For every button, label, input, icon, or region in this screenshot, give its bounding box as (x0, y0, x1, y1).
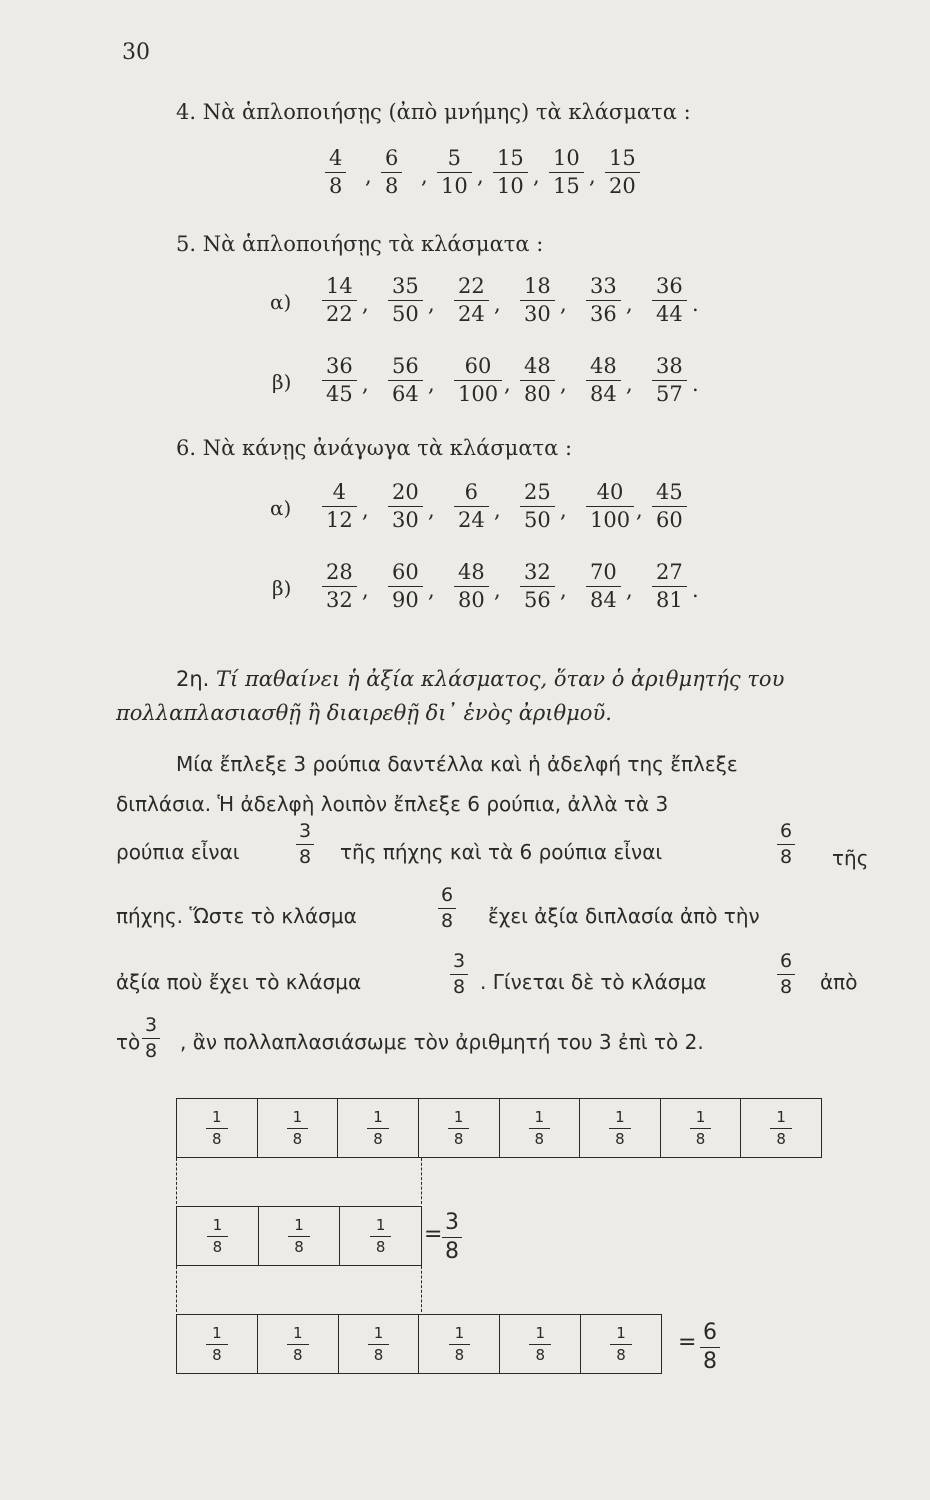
denominator: 8 (770, 1128, 792, 1147)
fraction (454, 482, 489, 531)
numerator: 32 (524, 560, 551, 584)
denominator: 8 (288, 1236, 310, 1255)
fraction (652, 562, 687, 611)
exercise-6-b-label: β) (272, 576, 292, 600)
exercise-5-b-label: β) (272, 370, 292, 394)
denominator: 50 (520, 506, 555, 531)
numerator: 60 (392, 560, 419, 584)
denominator: 100 (454, 380, 502, 405)
eighth-cell (419, 1099, 500, 1157)
numerator: 1 (212, 1107, 222, 1126)
paragraph-line-3b: τῆς πήχης καὶ τὰ 6 ρούπια εἶναι (340, 840, 663, 864)
eighth-cell (661, 1099, 742, 1157)
fraction (586, 562, 621, 611)
denominator: 12 (322, 506, 357, 531)
cell-fraction (206, 1323, 228, 1364)
paragraph-line-3c: τῆς (832, 846, 869, 870)
denominator: 8 (610, 1344, 632, 1363)
denominator: 8 (325, 172, 346, 197)
separator: , (477, 164, 484, 188)
cell-fraction (287, 1323, 309, 1364)
denominator: 8 (370, 1236, 392, 1255)
numerator: 27 (656, 560, 683, 584)
denominator: 45 (322, 380, 357, 405)
cell-fraction (287, 1107, 309, 1148)
result-fraction-6-8: 6 8 (700, 1322, 720, 1373)
paragraph-line-3a: ρούπια εἶναι (116, 840, 240, 864)
fraction (388, 356, 423, 405)
section-number: 2η. (176, 667, 210, 691)
denominator: 30 (520, 300, 555, 325)
numerator: 18 (524, 274, 551, 298)
eighth-cell (580, 1099, 661, 1157)
exercise-5-title: 5. Νὰ ἁπλοποιήσῃς τὰ κλάσματα : (176, 232, 544, 256)
denominator: 20 (605, 172, 640, 197)
numerator: 38 (656, 354, 683, 378)
separator: , (365, 164, 372, 188)
denominator: 8 (448, 1128, 470, 1147)
separator: . (692, 372, 699, 396)
numerator: 1 (212, 1323, 222, 1342)
separator: , (494, 498, 501, 522)
separator: , (560, 578, 567, 602)
denominator: 80 (520, 380, 555, 405)
diagram-row-six-eighths (176, 1314, 662, 1374)
separator: , (428, 498, 435, 522)
cell-fraction (207, 1215, 229, 1256)
fraction (454, 562, 489, 611)
denominator: 64 (388, 380, 423, 405)
numerator: 1 (453, 1107, 464, 1126)
separator: , (421, 164, 428, 188)
denominator: 44 (652, 300, 687, 325)
cell-fraction (609, 1107, 631, 1148)
cell-fraction (367, 1107, 389, 1148)
fraction (586, 482, 634, 531)
numerator: 56 (392, 354, 419, 378)
separator: , (560, 498, 567, 522)
numerator: 6 (464, 480, 479, 504)
equals-sign: = (424, 1222, 443, 1247)
numerator: 48 (590, 354, 617, 378)
fraction (322, 356, 357, 405)
denominator: 56 (520, 586, 555, 611)
exercise-6-title: 6. Νὰ κάνῃς ἀνάγωγα τὰ κλάσματα : (176, 436, 573, 460)
numerator: 1 (373, 1107, 383, 1126)
separator: , (362, 578, 369, 602)
eighth-cell (419, 1315, 500, 1373)
numerator: 25 (524, 480, 551, 504)
numerator: 70 (590, 560, 617, 584)
fraction (586, 276, 621, 325)
numerator: 1 (292, 1323, 303, 1342)
denominator: 8 (206, 1344, 228, 1363)
numerator: 1 (294, 1215, 304, 1234)
denominator: 32 (322, 586, 357, 611)
numerator: 60 (464, 354, 492, 378)
eighth-cell (741, 1099, 821, 1157)
numerator: 6 (385, 146, 399, 170)
eighth-cell (177, 1099, 258, 1157)
numerator: 1 (616, 1323, 626, 1342)
fraction (493, 148, 528, 197)
denominator: 8 (207, 1236, 229, 1255)
paragraph-line-6b: , ἂν πολλαπλασιάσωμε τὸν ἀριθμητή του 3 ἐπὶ τὸ 2. (180, 1030, 704, 1054)
fraction (388, 562, 423, 611)
fraction (325, 148, 346, 197)
fraction (322, 276, 357, 325)
separator: , (494, 292, 501, 316)
numerator: 1 (373, 1323, 384, 1342)
eighth-cell (258, 1315, 339, 1373)
denominator: 8 (449, 1344, 471, 1363)
dashed-guide-right-2 (421, 1266, 422, 1312)
separator: , (428, 292, 435, 316)
fraction (520, 356, 555, 405)
denominator: 8 (381, 172, 402, 197)
cell-fraction (690, 1107, 712, 1148)
denominator: 15 (549, 172, 584, 197)
denominator: 24 (454, 300, 489, 325)
separator: , (626, 372, 633, 396)
fraction (652, 356, 687, 405)
numerator: 1 (695, 1107, 706, 1126)
numerator: 1 (212, 1215, 223, 1234)
separator: , (362, 292, 369, 316)
cell-fraction (529, 1107, 551, 1148)
denominator: 8 (206, 1128, 228, 1147)
denominator: 8 (690, 1128, 712, 1147)
diagram-row-eighths (176, 1098, 822, 1158)
numerator: 45 (656, 480, 683, 504)
numerator: 15 (497, 146, 524, 170)
denominator: 36 (586, 300, 621, 325)
separator: . (692, 292, 699, 316)
fraction (381, 148, 402, 197)
numerator: 4 (332, 480, 347, 504)
eighth-cell (177, 1315, 258, 1373)
denominator: 10 (437, 172, 472, 197)
numerator: 1 (776, 1107, 786, 1126)
denominator: 81 (652, 586, 687, 611)
fraction (520, 562, 555, 611)
numerator: 1 (375, 1215, 386, 1234)
paragraph-line-5a: ἀξία ποὺ ἔχει τὸ κλάσμα (116, 970, 362, 994)
numerator: 22 (458, 274, 485, 298)
separator: , (626, 292, 633, 316)
fraction (652, 482, 687, 531)
dashed-guide-left (176, 1158, 177, 1204)
denominator: 100 (586, 506, 634, 531)
numerator: 28 (326, 560, 353, 584)
eighth-cell (258, 1099, 339, 1157)
separator: , (428, 578, 435, 602)
denominator: 84 (586, 380, 621, 405)
fraction-3-8: 3 8 (142, 1016, 160, 1061)
fraction (437, 148, 472, 197)
numerator: 1 (615, 1107, 625, 1126)
denominator: 24 (454, 506, 489, 531)
denominator: 30 (388, 506, 423, 531)
denominator: 8 (367, 1128, 389, 1147)
exercise-6-a-label: α) (270, 496, 292, 520)
eighth-cell (500, 1315, 581, 1373)
paragraph-line-4b: ἔχει ἀξία διπλασία ἀπὸ τὴν (488, 904, 760, 928)
paragraph-line-1: Μία ἔπλεξε 3 ρούπια δαντέλλα καὶ ἡ ἀδελφή της ἔπλεξε (176, 752, 738, 776)
fraction (652, 276, 687, 325)
denominator: 8 (529, 1128, 551, 1147)
fraction (322, 562, 357, 611)
fraction (549, 148, 584, 197)
eighth-cell (259, 1207, 341, 1265)
separator: , (362, 498, 369, 522)
fraction (322, 482, 357, 531)
denominator: 22 (322, 300, 357, 325)
cell-fraction (206, 1107, 228, 1148)
denominator: 8 (529, 1344, 551, 1363)
denominator: 8 (368, 1344, 390, 1363)
section-title-line2: πολλαπλασιασθῇ ἢ διαιρεθῇ δι᾽ ἑνὸς ἀριθμοῦ. (116, 701, 612, 725)
numerator: 48 (524, 354, 551, 378)
numerator: 1 (535, 1323, 545, 1342)
fraction (388, 482, 423, 531)
paragraph-line-6a: τὸ (116, 1030, 141, 1054)
fraction (520, 276, 555, 325)
paragraph-line-2: διπλάσια. Ἡ ἀδελφὴ λοιπὸν ἔπλεξε 6 ρούπια, ἀλλὰ τὰ 3 (116, 792, 669, 816)
cell-fraction (770, 1107, 792, 1148)
eighth-cell (581, 1315, 661, 1373)
paragraph-line-4a: πήχης. Ὥστε τὸ κλάσμα (116, 904, 357, 928)
cell-fraction (370, 1215, 392, 1256)
result-fraction-3-8: 3 8 (442, 1212, 462, 1263)
exercise-5-a-label: α) (270, 290, 292, 314)
numerator: 33 (590, 274, 617, 298)
denominator: 84 (586, 586, 621, 611)
denominator: 8 (287, 1344, 309, 1363)
dashed-guide-left-2 (176, 1266, 177, 1312)
numerator: 48 (458, 560, 485, 584)
eighth-cell (177, 1207, 259, 1265)
fraction-6-8: 6 8 (438, 886, 456, 931)
separator: . (692, 578, 699, 602)
separator: , (636, 498, 643, 522)
numerator: 5 (447, 146, 462, 170)
eighth-cell (340, 1207, 421, 1265)
denominator: 50 (388, 300, 423, 325)
eighth-cell (338, 1099, 419, 1157)
separator: , (560, 372, 567, 396)
cell-fraction (448, 1107, 470, 1148)
separator: , (626, 578, 633, 602)
denominator: 57 (652, 380, 687, 405)
cell-fraction (288, 1215, 310, 1256)
separator: , (560, 292, 567, 316)
denominator: 8 (609, 1128, 631, 1147)
denominator: 90 (388, 586, 423, 611)
numerator: 36 (326, 354, 353, 378)
separator: , (494, 578, 501, 602)
separator: , (428, 372, 435, 396)
numerator: 20 (392, 480, 419, 504)
fraction-6-8: 6 8 (777, 952, 795, 997)
exercise-4-title: 4. Νὰ ἁπλοποιήσῃς (ἀπὸ μνήμης) τὰ κλάσματα : (176, 100, 691, 124)
denominator: 8 (287, 1128, 309, 1147)
section-title-line1: Τί παθαίνει ἡ ἀξία κλάσματος, ὅταν ὁ ἀριθμητής του (216, 667, 785, 691)
fraction (520, 482, 555, 531)
fraction (605, 148, 640, 197)
eighth-cell (339, 1315, 420, 1373)
numerator: 40 (596, 480, 624, 504)
section-title (116, 662, 876, 730)
paragraph-line-5b: . Γίνεται δὲ τὸ κλάσμα (480, 970, 707, 994)
denominator: 60 (652, 506, 687, 531)
cell-fraction (610, 1323, 632, 1364)
diagram-row-three-eighths (176, 1206, 422, 1266)
fraction (586, 356, 621, 405)
numerator: 1 (454, 1323, 465, 1342)
numerator: 10 (553, 146, 580, 170)
denominator: 80 (454, 586, 489, 611)
fraction-3-8: 3 8 (296, 822, 314, 867)
fraction-6-8: 6 8 (777, 822, 795, 867)
separator: , (504, 372, 511, 396)
numerator: 1 (534, 1107, 545, 1126)
cell-fraction (449, 1323, 471, 1364)
dashed-guide-right (421, 1158, 422, 1204)
paragraph-line-5c: ἀπὸ (820, 970, 858, 994)
numerator: 15 (609, 146, 636, 170)
separator: , (362, 372, 369, 396)
page-number: 30 (122, 40, 150, 65)
numerator: 35 (392, 274, 419, 298)
fraction (388, 276, 423, 325)
equals-sign: = (678, 1330, 697, 1355)
separator: , (589, 164, 596, 188)
fraction (454, 276, 489, 325)
cell-fraction (368, 1323, 390, 1364)
denominator: 10 (493, 172, 528, 197)
separator: , (533, 164, 540, 188)
numerator: 36 (656, 274, 683, 298)
numerator: 1 (292, 1107, 303, 1126)
eighth-cell (500, 1099, 581, 1157)
numerator: 14 (326, 274, 353, 298)
cell-fraction (529, 1323, 551, 1364)
fraction-3-8: 3 8 (450, 952, 468, 997)
numerator: 4 (329, 146, 343, 170)
fraction (454, 356, 502, 405)
